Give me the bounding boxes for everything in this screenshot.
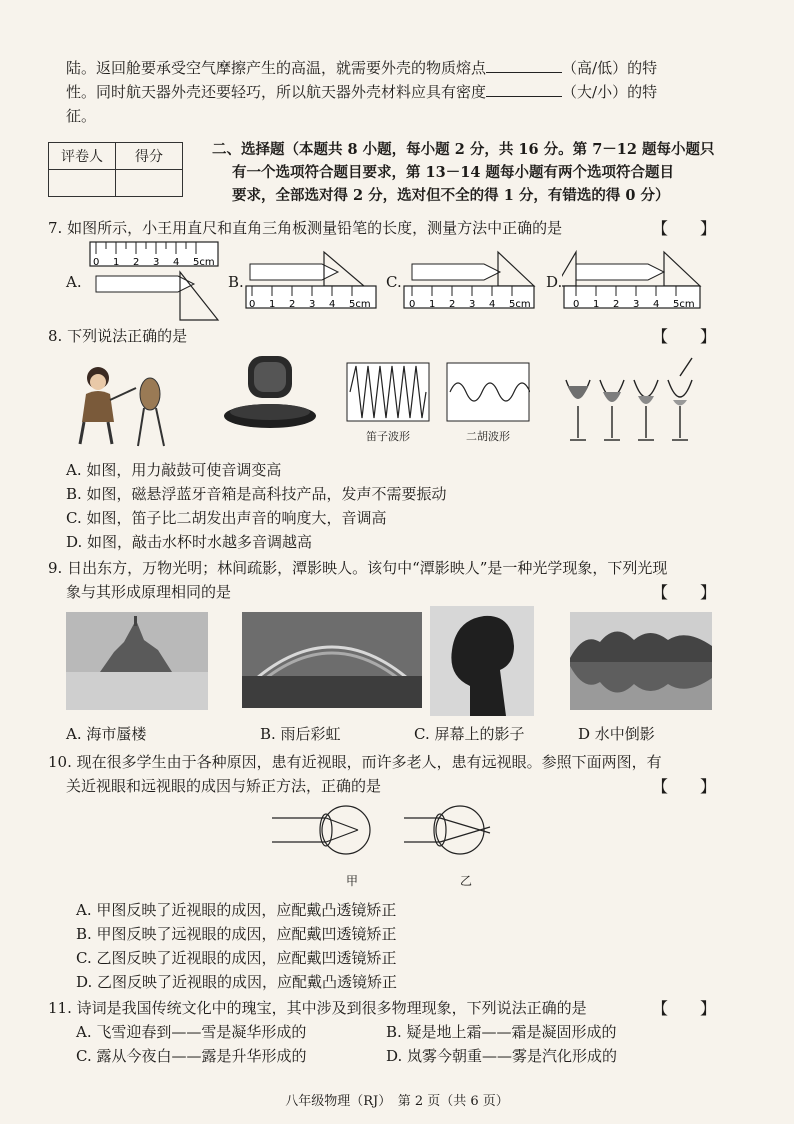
q9-option-d[interactable]: D 水中倒影 — [578, 725, 655, 743]
q10-option-a[interactable]: A. 甲图反映了近视眼的成因，应配戴凸透镜矫正 — [76, 901, 397, 919]
ruler-b-tick-5: 5cm — [349, 299, 371, 310]
ruler-c-tick-0: 0 — [409, 299, 416, 310]
q7-option-c-label[interactable]: C. — [386, 273, 402, 291]
diagram-label-jia: 甲 — [346, 874, 359, 888]
q11-answer-bracket[interactable]: 【 】 — [652, 999, 717, 1018]
ruler-b-tick-3: 3 — [309, 299, 316, 310]
q11-option-c[interactable]: C. 露从今夜白——露是升华形成的 — [76, 1047, 307, 1065]
q11-option-a[interactable]: A. 飞雪迎春到——雪是凝华形成的 — [76, 1023, 307, 1041]
answer-blank-1[interactable] — [486, 58, 562, 73]
pencil-c — [412, 264, 500, 280]
intro-line-3: 征。 — [66, 107, 97, 125]
set-square-d-right — [664, 252, 700, 286]
drum-player-image — [72, 360, 172, 450]
shadow-image — [430, 606, 534, 716]
q8-stem: 8. 下列说法正确的是 — [48, 327, 188, 345]
section2-line-2: 有一个选项符合题目要求，第 13－14 题每小题有两个选项符合题目 — [232, 164, 674, 181]
ruler-b-tick-2: 2 — [289, 299, 296, 310]
q7-option-d-label[interactable]: D. — [546, 273, 563, 291]
ruler-c-tick-1: 1 — [429, 299, 436, 310]
q7-option-a-label[interactable]: A. — [66, 273, 82, 291]
ruler-a-tick-0: 0 — [93, 257, 100, 268]
page-footer: 八年级物理（RJ） 第 2 页（共 6 页） — [285, 1094, 509, 1109]
diagram-label-yi: 乙 — [460, 874, 473, 888]
q7-answer-bracket[interactable]: 【 】 — [652, 219, 717, 238]
q9-stem-line-2: 象与其形成原理相同的是 — [66, 583, 232, 601]
q7-figure-a — [88, 240, 228, 330]
q10-stem-line-1: 10. 现在很多学生由于各种原因，患有近视眼，而许多老人，患有远视眼。参照下面两图，有 — [48, 753, 662, 771]
eye-diagrams-image — [270, 800, 500, 870]
ruler-d-tick-0: 0 — [573, 299, 580, 310]
q8-option-a[interactable]: A. 如图，用力敲鼓可使音调变高 — [66, 461, 282, 479]
erhu-waveform-image — [446, 362, 530, 422]
score-table-header-score: 得分 — [116, 143, 183, 170]
flute-waveform-label: 笛子波形 — [366, 430, 410, 443]
intro-line-2 — [66, 80, 657, 104]
q10-option-d[interactable]: D. 乙图反映了近视眼的成因，应配戴凸透镜矫正 — [76, 973, 398, 991]
ruler-d-tick-2: 2 — [613, 299, 620, 310]
q7-stem: 7. 如图所示，小王用直尺和直角三角板测量铅笔的长度，测量方法中正确的是 — [48, 219, 563, 237]
ruler-d-tick-3: 3 — [633, 299, 640, 310]
q9-stem-line-1: 9. 日出东方，万物光明；林间疏影，潭影映人。该句中“潭影映人”是一种光学现象，下列光现 — [48, 559, 668, 577]
set-square-c — [498, 252, 534, 286]
q9-option-a[interactable]: A. 海市蜃楼 — [66, 725, 147, 743]
intro-tail-2: （大/小）的特 — [562, 83, 658, 101]
pencil-a — [96, 276, 194, 292]
ruler-a-tick-5: 5cm — [193, 257, 215, 268]
ruler-c-tick-4: 4 — [489, 299, 496, 310]
pencil-d — [576, 264, 664, 280]
q9-option-b[interactable]: B. 雨后彩虹 — [260, 725, 341, 743]
reflection-image — [570, 612, 712, 710]
erhu-waveform-label: 二胡波形 — [466, 430, 510, 443]
q8-option-c[interactable]: C. 如图，笛子比二胡发出声音的响度大，音调高 — [66, 509, 387, 527]
ruler-b-tick-1: 1 — [269, 299, 276, 310]
water-glasses-image — [562, 356, 702, 446]
mirage-image — [66, 612, 208, 710]
q11-option-d[interactable]: D. 岚雾今朝重——雾是汽化形成的 — [386, 1047, 618, 1065]
ruler-d-tick-4: 4 — [653, 299, 660, 310]
ruler-c-tick-5: 5cm — [509, 299, 531, 310]
ruler-a-tick-2: 2 — [133, 257, 140, 268]
section2-line-1: 二、选择题（本题共 8 小题，每小题 2 分，共 16 分。第 7－12 题每小题只 — [212, 141, 715, 158]
answer-blank-2[interactable] — [486, 82, 562, 97]
ruler-a-tick-1: 1 — [113, 257, 120, 268]
q7-figure-c — [402, 250, 542, 312]
set-square-a — [180, 272, 218, 320]
intro-line-1 — [66, 56, 657, 80]
ruler-b-tick-4: 4 — [329, 299, 336, 310]
flute-waveform-image — [346, 362, 430, 422]
set-square-d-left — [562, 252, 576, 286]
grader-cell[interactable] — [49, 170, 116, 197]
ruler-d-tick-5: 5cm — [673, 299, 695, 310]
intro-text-2: 性。同时航天器外壳还要轻巧，所以航天器外壳材料应具有密度 — [66, 83, 487, 101]
intro-tail-1: （高/低）的特 — [562, 59, 658, 77]
ruler-a-tick-4: 4 — [173, 257, 180, 268]
score-table — [48, 142, 183, 197]
q10-stem-line-2: 关近视眼和远视眼的成因与矫正方法，正确的是 — [66, 777, 382, 795]
q8-option-b[interactable]: B. 如图，磁悬浮蓝牙音箱是高科技产品，发声不需要振动 — [66, 485, 447, 503]
intro-text-1: 陆。返回舱要承受空气摩擦产生的高温，就需要外壳的物质熔点 — [66, 59, 487, 77]
q8-answer-bracket[interactable]: 【 】 — [652, 327, 717, 346]
q11-option-b[interactable]: B. 疑是地上霜——霜是凝固形成的 — [386, 1023, 617, 1041]
score-cell[interactable] — [116, 170, 183, 197]
ruler-d-tick-1: 1 — [593, 299, 600, 310]
section2-line-3: 要求，全部选对得 2 分，选对但不全的得 1 分，有错选的得 0 分） — [232, 187, 670, 204]
q9-option-c[interactable]: C. 屏幕上的影子 — [414, 725, 525, 743]
ruler-b-tick-0: 0 — [249, 299, 256, 310]
q9-answer-bracket[interactable]: 【 】 — [652, 583, 717, 602]
ruler-c-tick-3: 3 — [469, 299, 476, 310]
q10-option-c[interactable]: C. 乙图反映了近视眼的成因，应配戴凹透镜矫正 — [76, 949, 397, 967]
score-table-header-grader: 评卷人 — [49, 143, 116, 170]
ruler-c-tick-2: 2 — [449, 299, 456, 310]
q7-figure-b — [244, 250, 384, 312]
maglev-speaker-image — [220, 352, 320, 438]
q7-figure-d — [562, 250, 712, 312]
pencil-b — [250, 264, 338, 280]
rainbow-image — [242, 612, 422, 708]
q11-stem: 11. 诗词是我国传统文化中的瑰宝，其中涉及到很多物理现象，下列说法正确的是 — [48, 999, 587, 1017]
q8-option-d[interactable]: D. 如图，敲击水杯时水越多音调越高 — [66, 533, 313, 551]
q7-option-b-label[interactable]: B. — [228, 273, 244, 291]
q10-answer-bracket[interactable]: 【 】 — [652, 777, 717, 796]
ruler-a-tick-3: 3 — [153, 257, 160, 268]
q10-option-b[interactable]: B. 甲图反映了远视眼的成因，应配戴凹透镜矫正 — [76, 925, 397, 943]
